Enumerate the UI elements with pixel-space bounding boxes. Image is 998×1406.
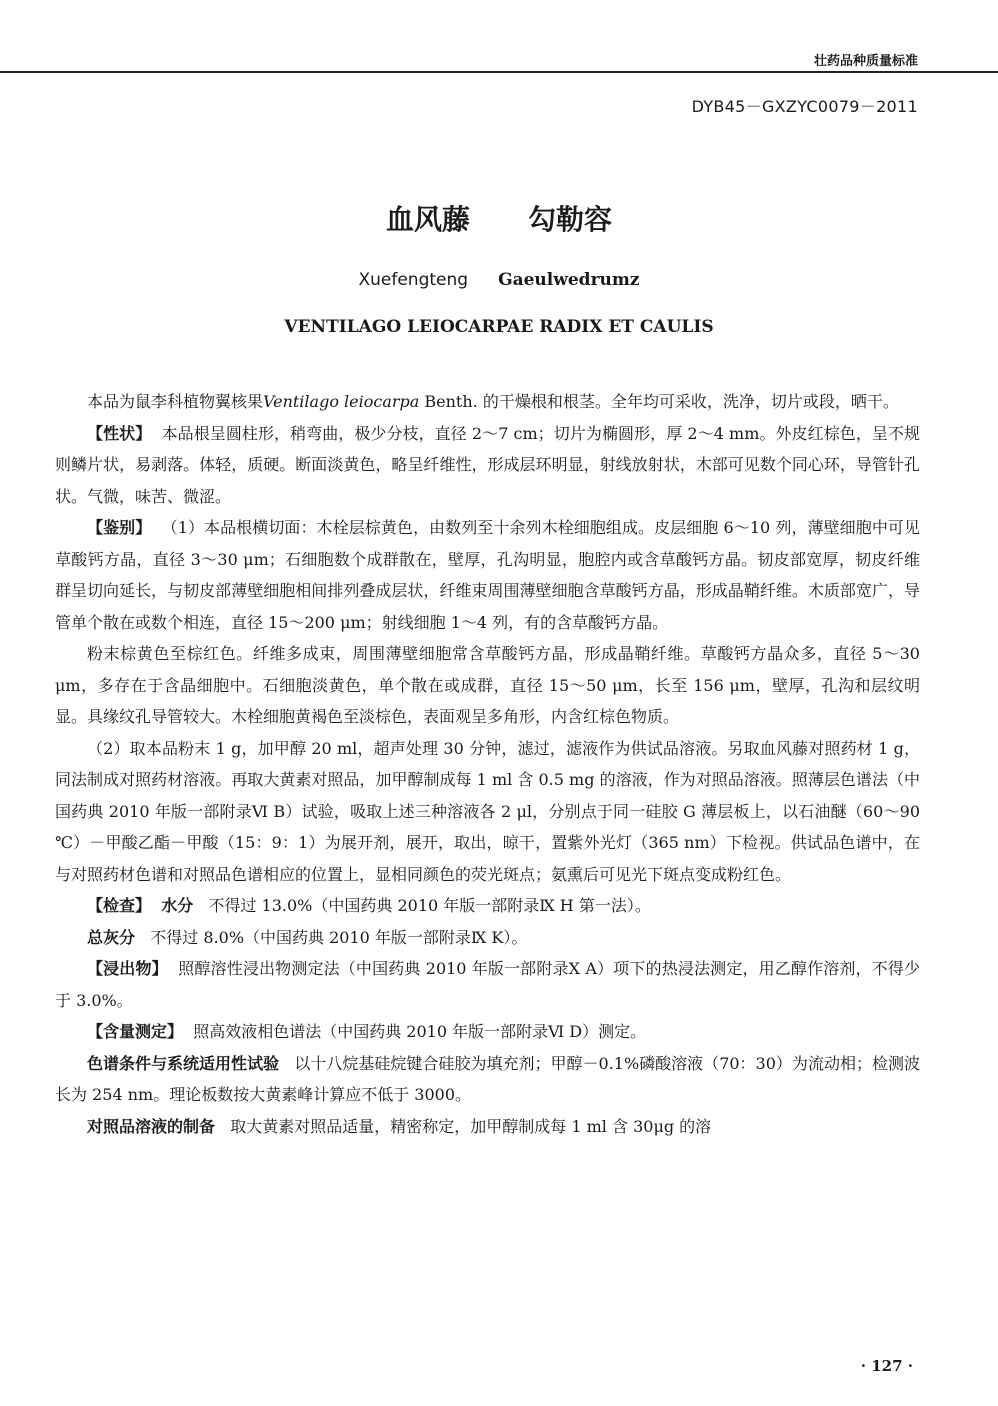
inspection-ash-paragraph <box>55 922 920 954</box>
series-title: 壮药品种质量标准 <box>813 54 918 69</box>
reference-solution-label: 对照品溶液的制备 <box>87 1116 216 1136</box>
monograph-body <box>55 386 920 1142</box>
standard-code: DYB45－GXZYC0079－2011 <box>691 97 918 116</box>
assay-label: 【含量测定】 <box>87 1022 184 1041</box>
title-chinese <box>0 198 998 238</box>
description-paragraph <box>55 418 920 513</box>
reference-solution-paragraph <box>55 1111 920 1143</box>
ash-label: 总灰分 <box>87 927 136 947</box>
assay-paragraph <box>55 1016 920 1048</box>
identification-text-1: （1）本品根横切面：木栓层棕黄色，由数列至十余列木栓细胞组成。皮层细胞 6～10 列，薄壁细胞中可见草酸钙方晶，直径 3～30 μm；石细胞数个成群散在，壁厚，孔沟明显，胞腔内或含草酸钙方晶。韧皮部宽厚，韧皮纤维群呈切向延长，与韧皮部薄壁细胞相间排列叠成层状，纤维束周围薄壁细胞含草酸钙方晶，形成晶鞘纤维。木质部宽广，导管单个散在或数个相连，直径 15～200 μm；射线细胞 1～4 列，有的含草酸钙方晶。 <box>55 518 920 632</box>
identification-label: 【鉴别】 <box>87 518 152 537</box>
assay-text: 照高效液相色谱法（中国药典 2010 年版一部附录Ⅵ D）测定。 <box>193 1022 647 1041</box>
extract-text: 照醇溶性浸出物测定法（中国药典 2010 年版一部附录Ⅹ A）项下的热浸法测定，用乙醇作溶剂，不得少于 3.0%。 <box>55 959 920 1010</box>
title-romanized <box>0 270 998 290</box>
chromatography-text: 以十八烷基硅烷键合硅胶为填充剂；甲醇－0.1%磷酸溶液（70：30）为流动相；检测波长为 254 nm。理论板数按大黄素峰计算应不低于 3000。 <box>55 1053 920 1104</box>
header-rule <box>0 71 998 73</box>
extract-label: 【浸出物】 <box>87 959 168 978</box>
chromatography-label: 色谱条件与系统适用性试验 <box>87 1053 280 1073</box>
page-number: · 127 · <box>860 1357 913 1375</box>
chromatography-paragraph <box>55 1048 920 1111</box>
zhuang-name-cn: 勾勒容 <box>528 203 613 236</box>
zhuang-name: Gaeulwedrumz <box>498 270 640 290</box>
extract-paragraph <box>55 953 920 1016</box>
description-label: 【性状】 <box>87 423 152 443</box>
inspection-label: 【检查】 <box>87 896 152 915</box>
reference-solution-text: 取大黄素对照品适量，精密称定，加甲醇制成每 1 ml 含 30μg 的溶 <box>230 1116 712 1136</box>
ash-text: 不得过 8.0%（中国药典 2010 年版一部附录Ⅸ K）。 <box>150 927 528 947</box>
pinyin-name: Xuefengteng <box>358 270 469 290</box>
moisture-label: 水分 <box>161 896 194 915</box>
species-name: Ventilago leiocarpa <box>263 392 420 411</box>
description-text: 本品根呈圆柱形，稍弯曲，极少分枝，直径 2～7 cm；切片为椭圆形，厚 2～4 mm。外皮红棕色，呈不规则鳞片状，易剥落。体轻，质硬。断面淡黄色，略呈纤维性，形成层环明显，射线放射状，木部可见数个同心环，导管针孔状。气微，味苦、微涩。 <box>55 423 921 506</box>
identification-paragraph-2: 粉末棕黄色至棕红色。纤维多成束，周围薄壁细胞常含草酸钙方晶，形成晶鞘纤维。草酸钙方晶众多，直径 5～30 μm，多存在于含晶细胞中。石细胞淡黄色，单个散在或成群，直径 15～50 μm，长至 156 μm，壁厚，孔沟和层纹明显。具缘纹孔导管较大。木栓细胞黄褐色至淡棕色，表面观呈多角形，内含红棕色物质。 <box>55 644 920 726</box>
moisture-text: 不得过 13.0%（中国药典 2010 年版一部附录Ⅸ H 第一法）。 <box>208 896 651 915</box>
identification-paragraph-1 <box>55 512 920 638</box>
running-header <box>0 38 998 72</box>
identification-paragraph-3: （2）取本品粉末 1 g，加甲醇 20 ml，超声处理 30 分钟，滤过，滤液作为供试品溶液。另取血风藤对照药材 1 g，同法制成对照药材溶液。再取大黄素对照品，加甲醇制成每 1 ml 含 0.5 mg 的溶液，作为对照品溶液。照薄层色谱法（中国药典 2010 年版一部附录Ⅵ B）试验，吸取上述三种溶液各 2 μl，分别点于同一硅胶 G 薄层板上，以石油醚（60～90 ℃）－甲酸乙酯－甲酸（15：9：1）为展开剂，展开，取出，晾干，置紫外光灯（365 nm）下检视。供试品色谱中，在与对照药材色谱和对照品色谱相应的位置上，显相同颜色的荧光斑点；氨熏后可见光下斑点变成粉红色。 <box>55 738 920 884</box>
inspection-moisture-paragraph <box>55 890 920 922</box>
latin-name: VENTILAGO LEIOCARPAE RADIX ET CAULIS <box>284 317 714 337</box>
chinese-name: 血风藤 <box>385 203 470 236</box>
intro-paragraph: 本品为鼠李科植物翼核果Ventilago leiocarpa Benth. 的干燥根和根茎。全年均可采收，洗净，切片或段，晒干。 <box>87 392 899 411</box>
